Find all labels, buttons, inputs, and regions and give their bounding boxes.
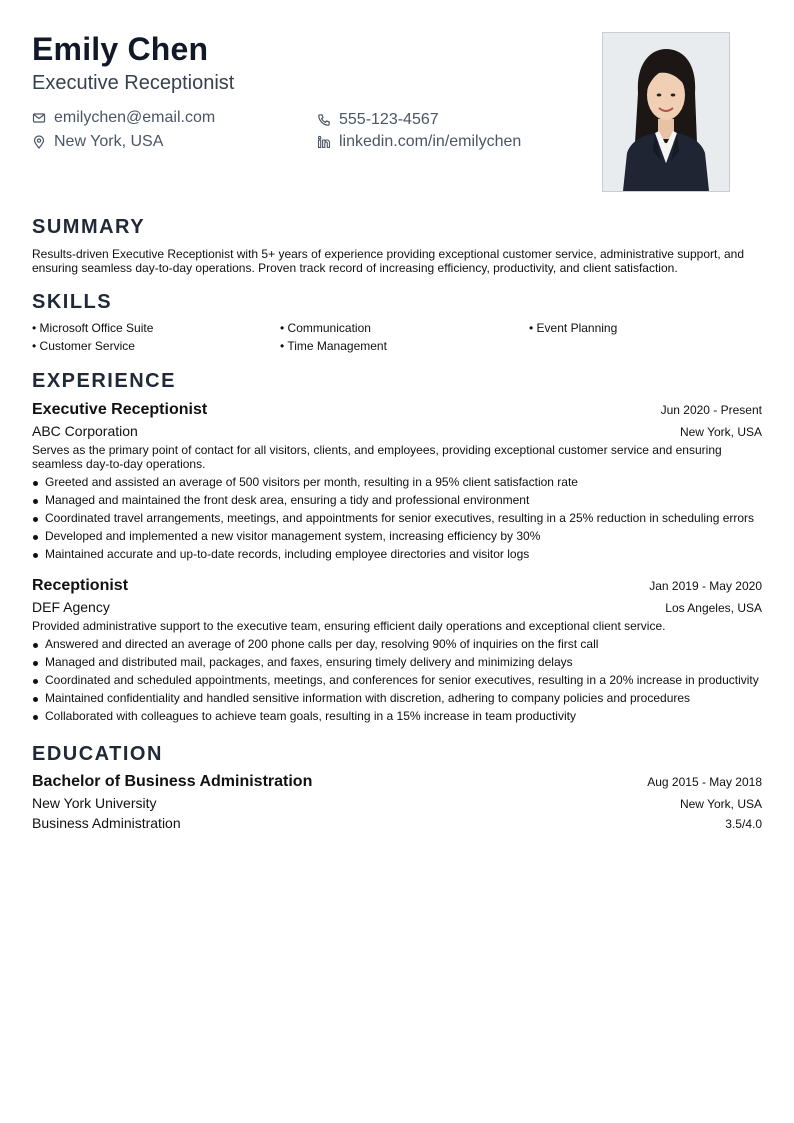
profile-photo xyxy=(602,32,730,192)
job-bullet: Coordinated and scheduled appointments, meetings, and conferences for senior executives, resulting in a 20% increase in productivity xyxy=(32,673,762,687)
phone-text: 555-123-4567 xyxy=(339,111,439,128)
location-text: New York, USA xyxy=(54,133,164,150)
experience-entry xyxy=(32,401,762,565)
job-location: Los Angeles, USA xyxy=(665,601,762,615)
contact-phone[interactable] xyxy=(317,111,439,129)
job-bullets xyxy=(32,637,762,723)
contact-email[interactable] xyxy=(32,109,215,127)
education-dates: Aug 2015 - May 2018 xyxy=(647,775,762,789)
skill-item: • Customer Service xyxy=(32,339,280,353)
skills-heading: SKILLS xyxy=(32,291,113,313)
skill-item: • Microsoft Office Suite xyxy=(32,321,280,335)
linkedin-text: linkedin.com/in/emilychen xyxy=(339,133,522,150)
school-location: New York, USA xyxy=(679,797,762,811)
job-bullet: Developed and implemented a new visitor management system, increasing efficiency by 30% xyxy=(32,529,762,543)
job-dates: Jan 2019 - May 2020 xyxy=(649,579,762,593)
job-company: DEF Agency xyxy=(32,599,110,615)
field-of-study: Business Administration xyxy=(32,815,181,831)
job-bullets xyxy=(32,475,762,561)
summary-heading: SUMMARY xyxy=(32,216,146,238)
job-bullet: Maintained confidentiality and handled sensitive information with discretion, adhering to company policies and procedures xyxy=(32,691,762,705)
candidate-role: Executive Receptionist xyxy=(32,72,235,94)
job-bullet: Managed and distributed mail, packages, and faxes, ensuring timely delivery and minimizing delays xyxy=(32,655,762,669)
gpa: 3.5/4.0 xyxy=(725,817,762,831)
degree-title: Bachelor of Business Administration xyxy=(32,773,313,790)
experience-entry xyxy=(32,577,762,727)
experience-heading: EXPERIENCE xyxy=(32,370,176,392)
location-icon xyxy=(32,135,46,149)
skills-list xyxy=(32,321,762,353)
job-description: Serves as the primary point of contact for all visitors, clients, and employees, providing exceptional customer service and ensuring seamless day-to-day operations. xyxy=(32,443,722,471)
contact-linkedin[interactable] xyxy=(317,133,521,151)
job-bullet: Coordinated travel arrangements, meetings, and appointments for senior executives, resulting in a 25% reduction in scheduling errors xyxy=(32,511,762,525)
job-bullet: Maintained accurate and up-to-date records, including employee directories and visitor logs xyxy=(32,547,762,561)
job-bullet: Answered and directed an average of 200 phone calls per day, resolving 90% of inquiries on the first call xyxy=(32,637,762,651)
job-description: Provided administrative support to the executive team, ensuring efficient daily operations and exceptional client service. xyxy=(32,619,666,633)
summary-text: Results-driven Executive Receptionist with 5+ years of experience providing exceptional customer service, administrative support, and ensuring seamless day-to-day operations. Proven track record of increasing efficiency, productivity, and client satisfaction. xyxy=(32,247,745,275)
school-name: New York University xyxy=(32,795,157,811)
skill-item: • Event Planning xyxy=(529,321,762,335)
skill-item: • Communication xyxy=(280,321,529,335)
education-entry xyxy=(32,773,762,831)
linkedin-icon xyxy=(317,135,331,149)
contact-location xyxy=(32,133,163,151)
skill-item: • Time Management xyxy=(280,339,529,353)
resume-header xyxy=(32,0,762,200)
job-bullet: Collaborated with colleagues to achieve team goals, resulting in a 15% increase in team productivity xyxy=(32,709,762,723)
job-title: Executive Receptionist xyxy=(32,401,208,418)
job-bullet: Greeted and assisted an average of 500 visitors per month, resulting in a 95% client satisfaction rate xyxy=(32,475,762,489)
phone-icon xyxy=(317,113,331,127)
job-title: Receptionist xyxy=(32,577,129,594)
job-company: ABC Corporation xyxy=(32,423,138,439)
job-location: New York, USA xyxy=(679,425,762,439)
mail-icon xyxy=(32,111,46,125)
job-bullet: Managed and maintained the front desk area, ensuring a tidy and professional environment xyxy=(32,493,762,507)
job-dates: Jun 2020 - Present xyxy=(660,403,762,417)
email-text: emilychen@email.com xyxy=(54,109,216,126)
candidate-name: Emily Chen xyxy=(32,31,209,67)
education-heading: EDUCATION xyxy=(32,743,163,765)
